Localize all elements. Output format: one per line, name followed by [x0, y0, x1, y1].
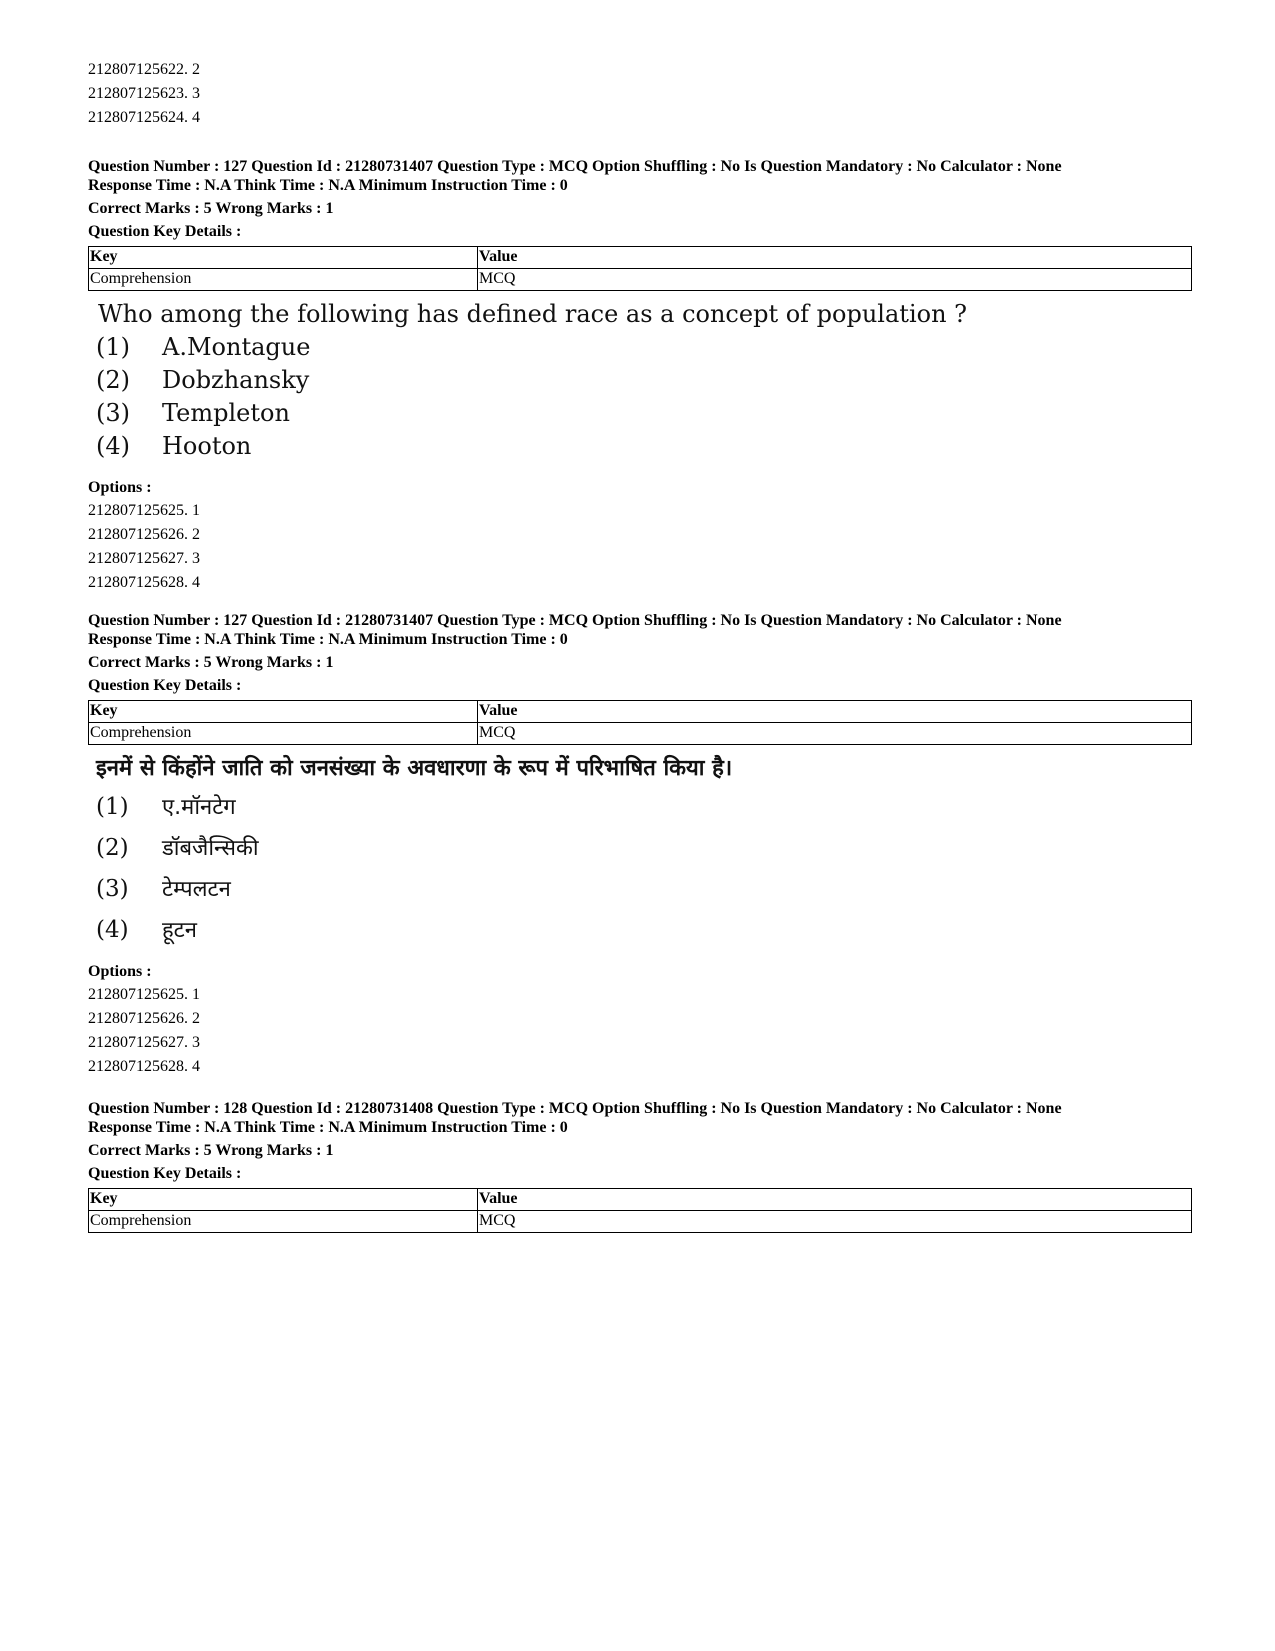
choice-text: ए.मॉनटेग: [162, 795, 236, 820]
question-body: [88, 751, 1192, 951]
question-text: Who among the following has defined race as a concept of population ?: [98, 300, 968, 328]
question-key-table: [88, 246, 1192, 291]
key-header: Key: [89, 247, 478, 269]
question-body: [88, 297, 1192, 463]
choice-number: (4): [96, 432, 130, 460]
choice-number: (3): [96, 876, 129, 902]
choice-text: हूटन: [162, 918, 197, 943]
answer-choice: [96, 397, 1192, 430]
key-header: Key: [89, 701, 478, 723]
key-cell: Comprehension: [89, 1211, 478, 1233]
option-line: 212807125622. 2: [88, 61, 200, 78]
answer-choice: [96, 364, 1192, 397]
question-key-table: [88, 1188, 1192, 1233]
option-line: 212807125625. 1: [88, 502, 200, 519]
question-timing-line: Response Time : N.A Think Time : N.A Minimum Instruction Time : 0: [88, 631, 568, 648]
question-block-127-hindi: [88, 611, 1192, 1079]
choice-text: Dobzhansky: [162, 366, 310, 394]
question-marks-line: Correct Marks : 5 Wrong Marks : 1: [88, 200, 334, 217]
question-key-details-label: Question Key Details :: [88, 223, 242, 240]
question-block-127-english: [88, 157, 1192, 595]
question-key-details-label: Question Key Details :: [88, 1165, 242, 1182]
choice-text: Hooton: [162, 432, 252, 460]
value-header: Value: [478, 701, 1192, 723]
answer-choice: [96, 828, 1192, 869]
choice-number: (1): [96, 794, 129, 820]
choice-number: (4): [96, 917, 129, 943]
options-label: Options :: [88, 963, 152, 980]
option-line: 212807125627. 3: [88, 550, 200, 567]
choice-text: Templeton: [162, 399, 290, 427]
option-line: 212807125628. 4: [88, 1058, 200, 1075]
option-line: 212807125626. 2: [88, 1010, 200, 1027]
options-label: Options :: [88, 479, 152, 496]
answer-choice: [96, 910, 1192, 951]
key-header: Key: [89, 1189, 478, 1211]
choice-text: A.Montague: [162, 333, 311, 361]
choice-number: (2): [96, 366, 130, 394]
choice-text: डॉबजैन्सिकी: [162, 836, 259, 861]
option-line: 212807125627. 3: [88, 1034, 200, 1051]
question-meta-line: Question Number : 127 Question Id : 21280731407 Question Type : MCQ Option Shuffling : No Is Question Mandatory : No Calculator : None: [88, 158, 1062, 175]
key-cell: Comprehension: [89, 723, 478, 745]
choice-number: (2): [96, 835, 129, 861]
answer-choice: [96, 787, 1192, 828]
option-line: 212807125624. 4: [88, 109, 200, 126]
option-line: 212807125628. 4: [88, 574, 200, 591]
question-meta-line: Question Number : 127 Question Id : 21280731407 Question Type : MCQ Option Shuffling : No Is Question Mandatory : No Calculator : None: [88, 612, 1062, 629]
question-marks-line: Correct Marks : 5 Wrong Marks : 1: [88, 654, 334, 671]
question-text: इनमें से किंहोंने जाति को जनसंख्या के अवधारणा के रूप में परिभाषित किया है।: [96, 756, 733, 781]
value-cell: MCQ: [478, 1211, 1192, 1233]
question-meta-line: Question Number : 128 Question Id : 21280731408 Question Type : MCQ Option Shuffling : No Is Question Mandatory : No Calculator : None: [88, 1100, 1062, 1117]
answer-choice: [96, 430, 1192, 463]
question-timing-line: Response Time : N.A Think Time : N.A Minimum Instruction Time : 0: [88, 177, 568, 194]
choice-text: टेम्पलटन: [162, 877, 231, 902]
previous-options-list: [88, 58, 200, 130]
value-cell: MCQ: [478, 723, 1192, 745]
value-cell: MCQ: [478, 269, 1192, 291]
choice-number: (1): [96, 333, 130, 361]
answer-choice: [96, 869, 1192, 910]
question-key-details-label: Question Key Details :: [88, 677, 242, 694]
value-header: Value: [478, 1189, 1192, 1211]
question-block-128: [88, 1099, 1192, 1233]
answer-choice: [96, 331, 1192, 364]
option-line: 212807125626. 2: [88, 526, 200, 543]
question-timing-line: Response Time : N.A Think Time : N.A Minimum Instruction Time : 0: [88, 1119, 568, 1136]
question-key-table: [88, 700, 1192, 745]
question-marks-line: Correct Marks : 5 Wrong Marks : 1: [88, 1142, 334, 1159]
option-line: 212807125625. 1: [88, 986, 200, 1003]
key-cell: Comprehension: [89, 269, 478, 291]
value-header: Value: [478, 247, 1192, 269]
choice-number: (3): [96, 399, 130, 427]
option-line: 212807125623. 3: [88, 85, 200, 102]
